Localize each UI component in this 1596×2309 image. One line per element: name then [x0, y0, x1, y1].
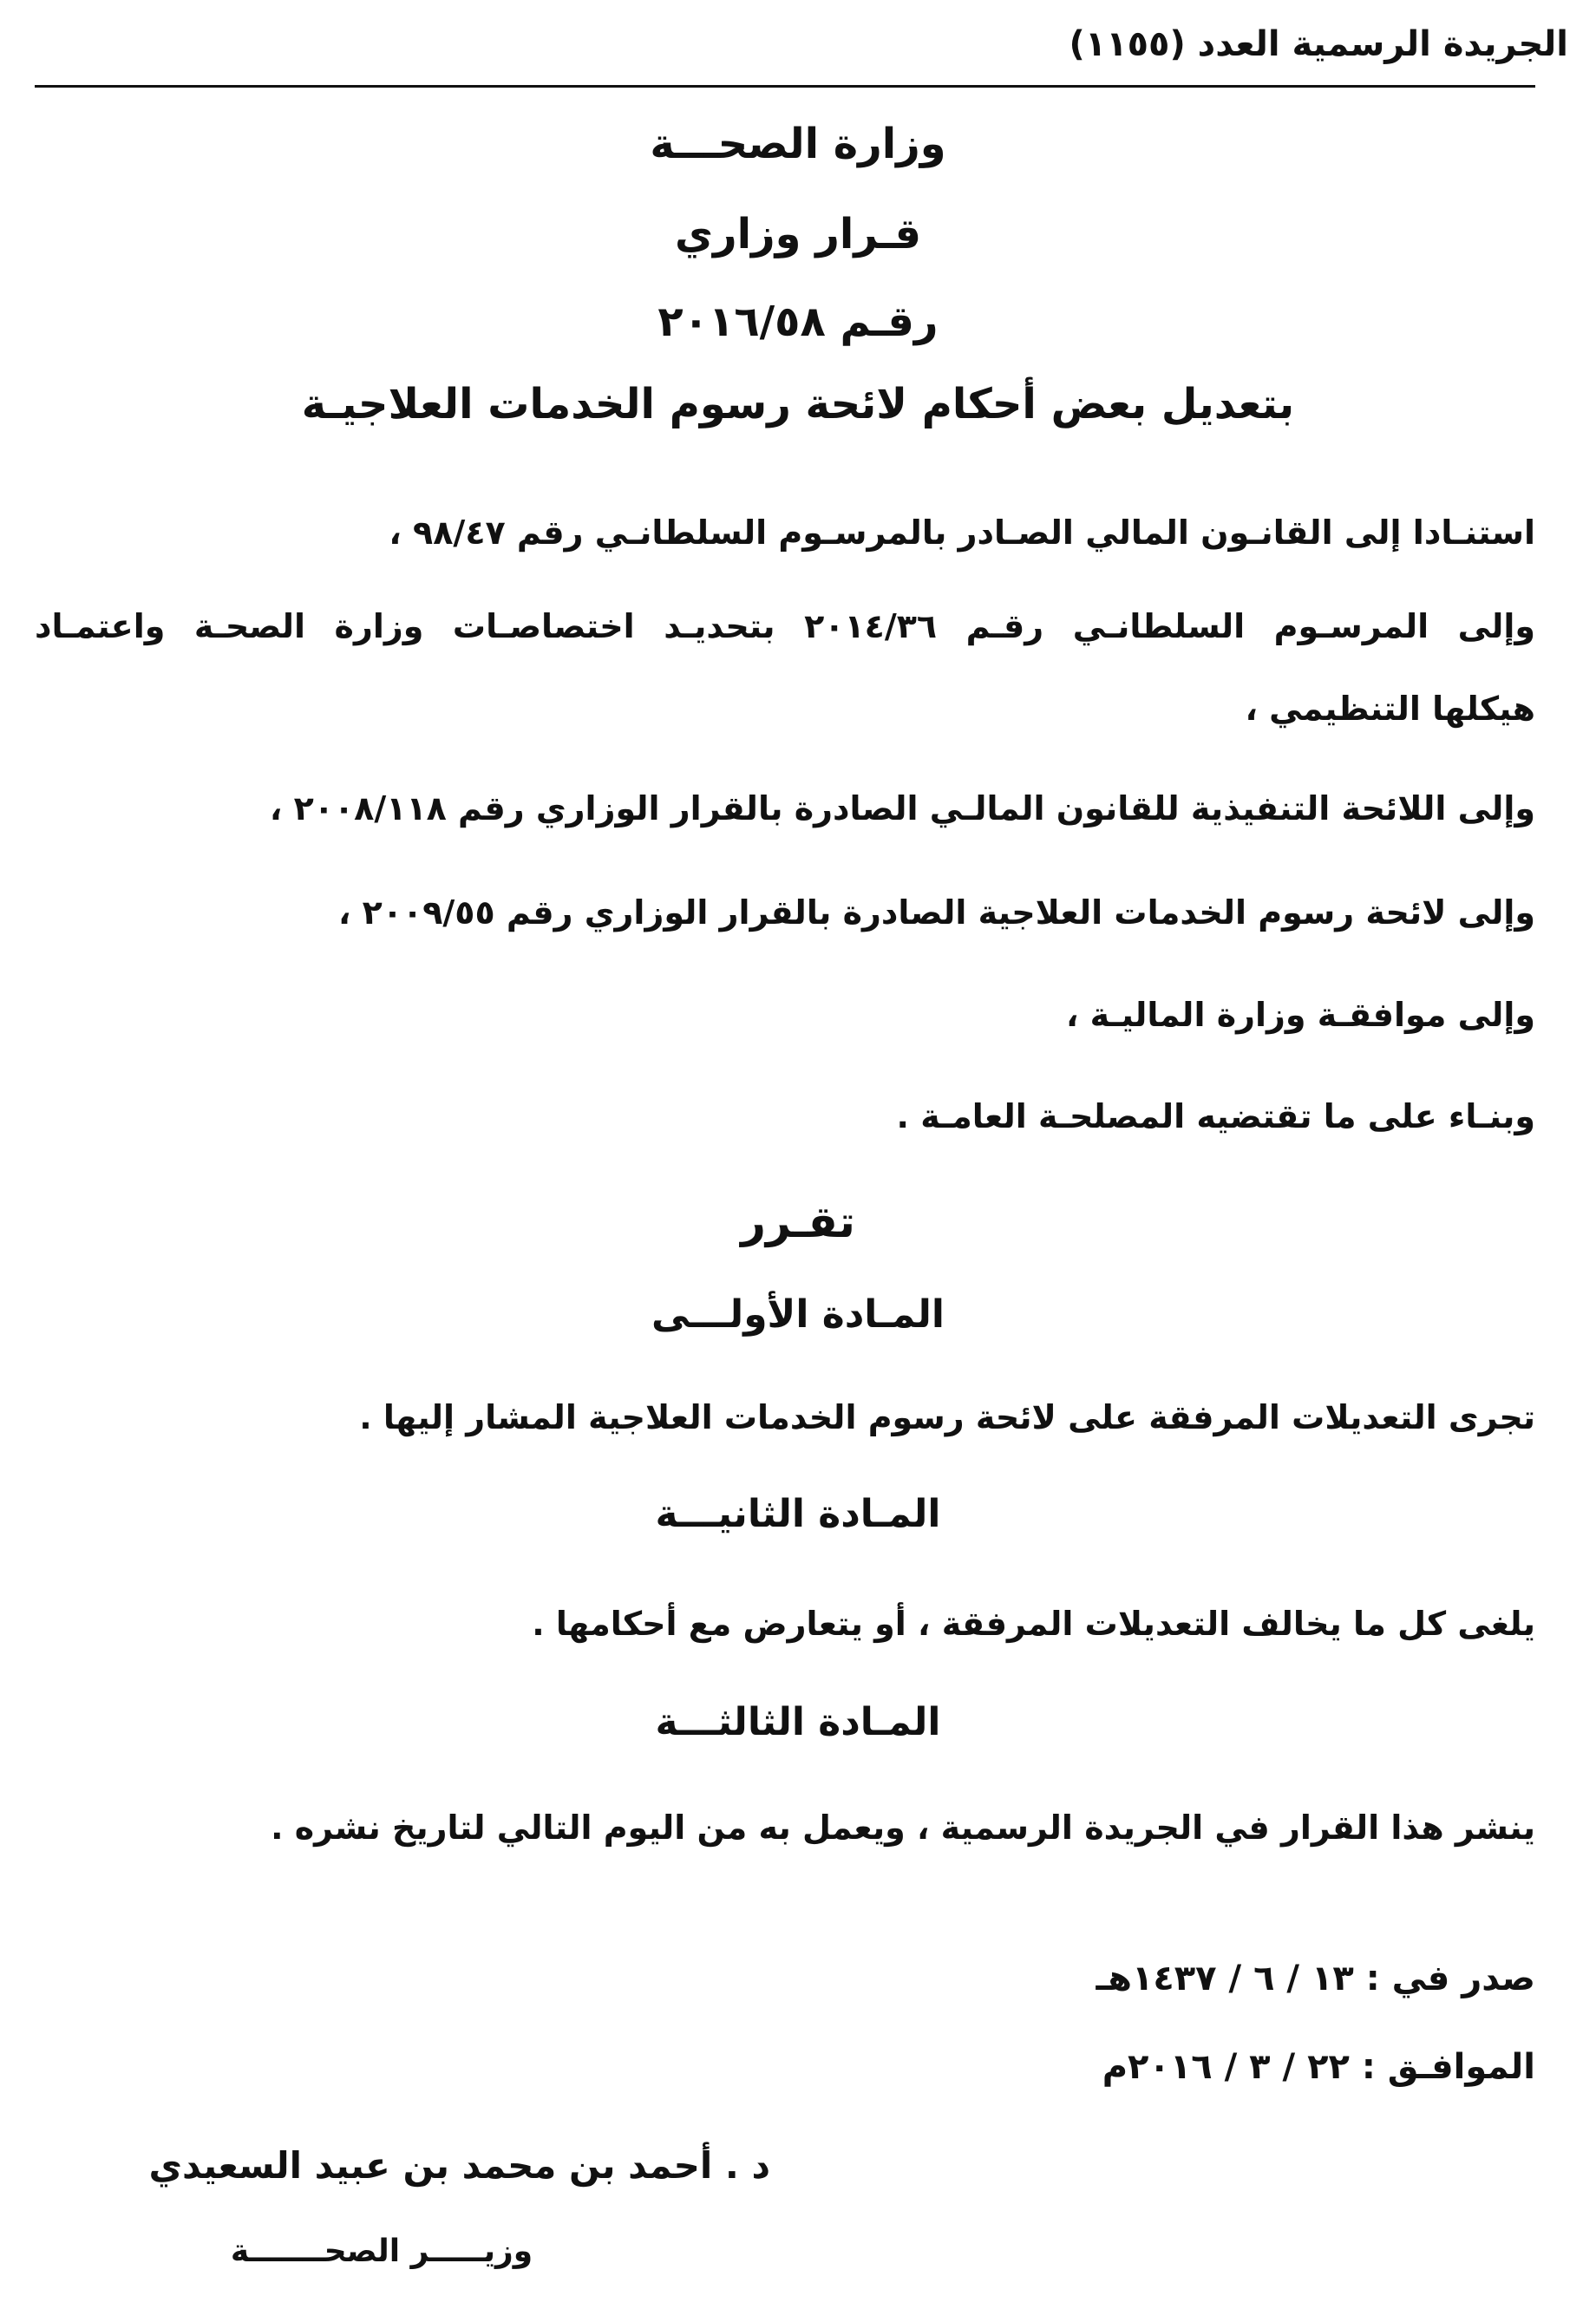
article-2-text: يلغى كل ما يخالف التعديلات المرفقة ، أو يتعارض مع أحكامها . — [532, 1605, 1535, 1643]
issue-date-hijri: صدر في : ١٣ / ٦ / ١٤٣٧هـ — [1096, 1959, 1535, 1998]
preamble-line-6: وإلى موافقـة وزارة الماليـة ، — [1065, 996, 1535, 1034]
decision-heading: تقـرر — [741, 1197, 855, 1247]
decree-number: رقـم ٢٠١٦/٥٨ — [657, 298, 939, 346]
preamble-line-5: وإلى لائحة رسوم الخدمات العلاجية الصادرة بالقرار الوزاري رقم ٢٠٠٩/٥٥ ، — [337, 893, 1535, 932]
article-2-heading: المـادة الثانيـــة — [655, 1492, 941, 1536]
article-3-heading: المـادة الثالثـــة — [655, 1700, 941, 1744]
preamble-line-7: وبنـاء على ما تقتضيه المصلحـة العامـة . — [896, 1097, 1535, 1135]
preamble-line-3: هيكلها التنظيمي ، — [1245, 690, 1535, 728]
header-divider — [35, 85, 1535, 88]
ministry-name: وزارة الصحـــة — [650, 120, 946, 168]
signatory-title: وزيـــــر الصحـــــــة — [230, 2234, 533, 2269]
preamble-line-2: وإلى المرسـوم السلطانـي رقـم ٢٠١٤/٣٦ بتحديـد اختصاصـات وزارة الصحـة واعتمـاد — [35, 607, 1535, 645]
preamble-line-4: وإلى اللائحة التنفيذية للقانون المالـي الصادرة بالقرار الوزاري رقم ٢٠٠٨/١١٨ ، — [269, 789, 1535, 827]
article-3-text: ينشر هذا القرار في الجريدة الرسمية ، ويعمل به من اليوم التالي لتاريخ نشره . — [271, 1809, 1535, 1847]
article-1-heading: المـادة الأولـــى — [651, 1292, 945, 1337]
article-1-text: تجرى التعديلات المرفقة على لائحة رسوم الخدمات العلاجية المشار إليها . — [359, 1398, 1535, 1436]
decree-type: قـرار وزاري — [674, 210, 922, 258]
gazette-header-title: الجريدة الرسمية العدد (١١٥٥) — [1069, 24, 1568, 64]
signatory-name: د . أحمد بن محمد بن عبيد السعيدي — [148, 2144, 770, 2187]
preamble-line-1: استنـادا إلى القانـون المالي الصـادر بالمرسـوم السلطانـي رقم ٩٨/٤٧ ، — [389, 513, 1535, 552]
issue-date-gregorian: الموافـق : ٢٢ / ٣ / ٢٠١٦م — [1102, 2047, 1535, 2087]
decree-subject: بتعديل بعض أحكام لائحة رسوم الخدمات العلاجيـة — [301, 380, 1295, 428]
